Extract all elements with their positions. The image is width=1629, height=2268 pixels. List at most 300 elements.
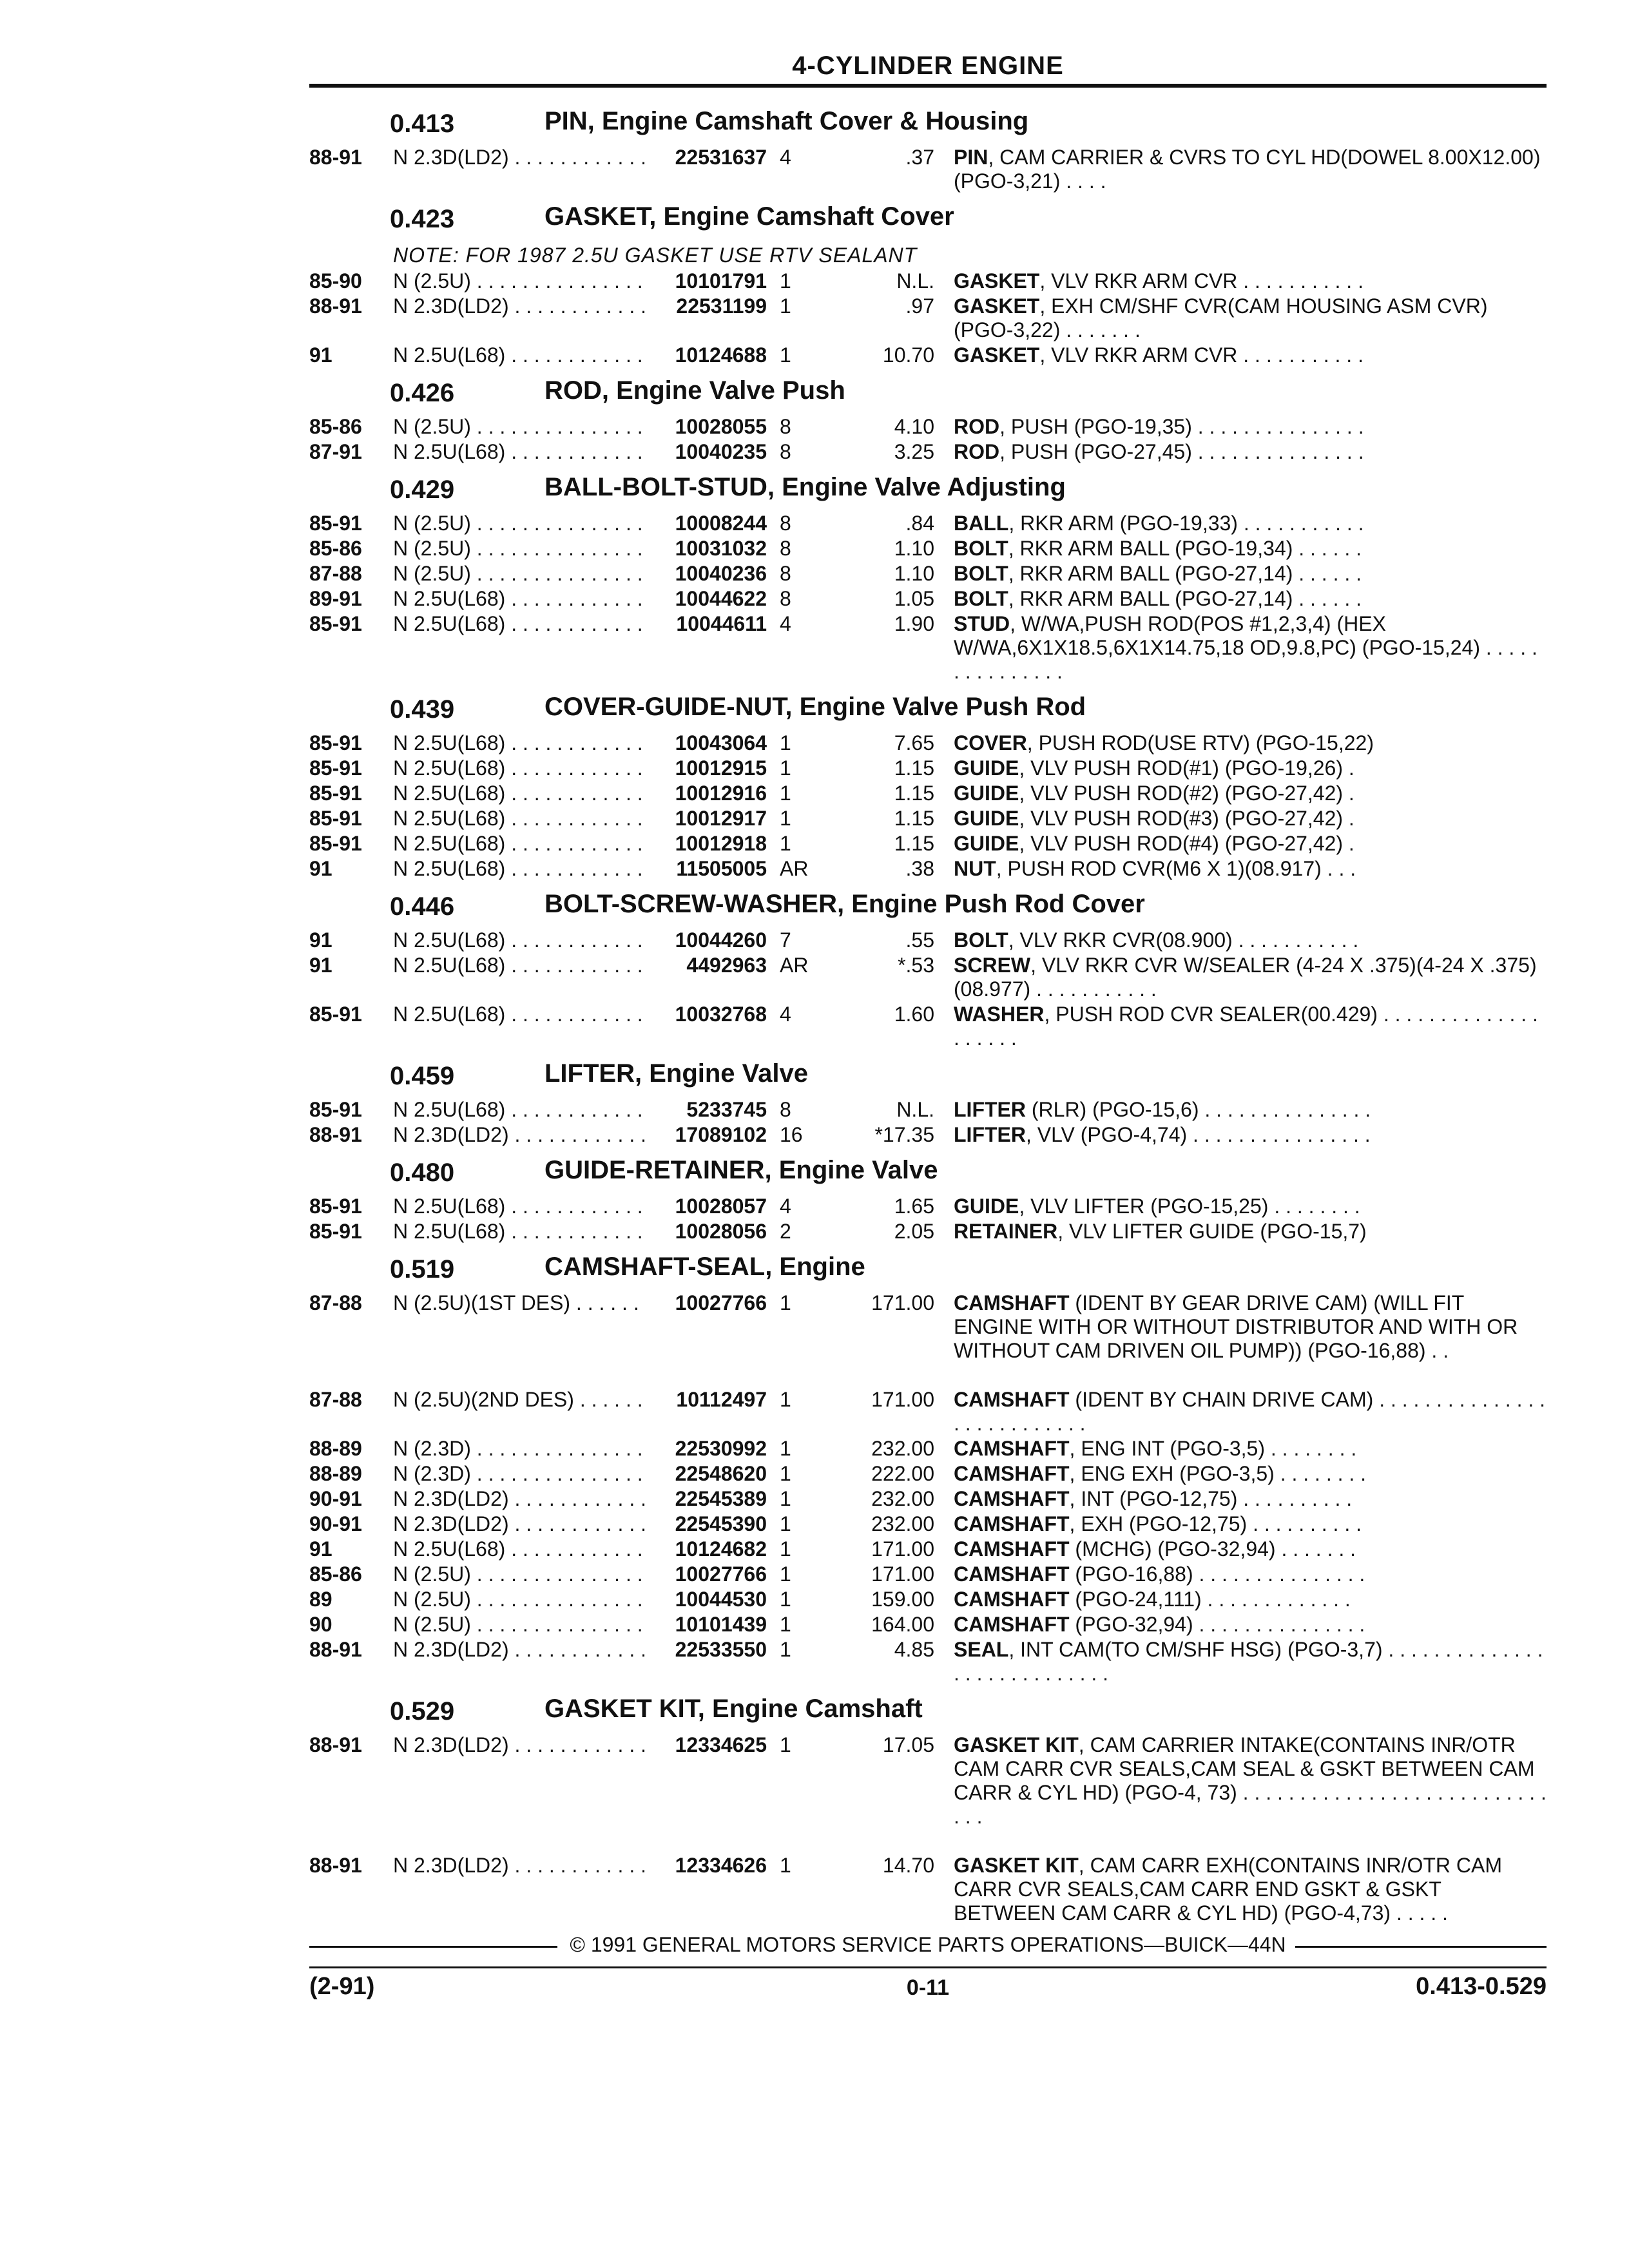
price: 14.70 — [882, 1854, 934, 1877]
model-years: 87-88 — [309, 562, 362, 585]
engine-code: N 2.5U(L68) . . . — [393, 612, 644, 636]
model-years: 88-91 — [309, 1733, 362, 1756]
quantity: 8 — [780, 440, 791, 463]
engine-code: N 2.5U(L68) . . . — [393, 1220, 644, 1244]
part-detail: , INT (PGO-12,75) . . . . . . . . . . — [1069, 1487, 1353, 1510]
part-row — [309, 854, 1559, 879]
section-header — [309, 1684, 1559, 1731]
part-name: BOLT — [954, 537, 1008, 560]
section-header — [309, 97, 1559, 143]
part-row — [309, 1289, 1559, 1385]
quantity: 1 — [780, 1588, 791, 1611]
section-title: GASKET, Engine Camshaft Cover — [545, 202, 954, 231]
part-number: 10012917 — [644, 807, 767, 831]
part-detail: , PUSH ROD CVR(M6 X 1)(08.917) . . . — [996, 857, 1356, 880]
model-years: 85-86 — [309, 537, 362, 560]
part-number: 10031032 — [644, 537, 767, 561]
engine-code: N (2.3D) . . . — [393, 1462, 644, 1486]
part-row — [309, 1510, 1559, 1535]
price: 1.15 — [894, 756, 934, 780]
part-name: NUT — [954, 857, 996, 880]
quantity: 1 — [780, 1291, 791, 1314]
part-number: 10124682 — [644, 1537, 767, 1561]
part-detail: , VLV PUSH ROD(#2) (PGO-27,42) . — [1019, 782, 1354, 805]
part-detail: , RKR ARM BALL (PGO-19,34) . . . . . . — [1008, 537, 1362, 560]
part-number: 22548620 — [644, 1462, 767, 1486]
price: 159.00 — [871, 1588, 934, 1611]
part-description — [954, 1003, 1547, 1050]
price: 1.15 — [894, 832, 934, 855]
part-name: CAMSHAFT — [954, 1537, 1070, 1561]
quantity: 1 — [780, 1733, 791, 1756]
section-note — [309, 238, 1559, 267]
part-detail: , VLV RKR ARM CVR . . . . . . . . . . . — [1039, 343, 1364, 367]
part-description — [954, 1562, 1547, 1586]
model-years: 85-86 — [309, 1562, 362, 1586]
model-years: 89 — [309, 1588, 333, 1611]
price: 1.90 — [894, 612, 934, 635]
section-note-text: NOTE: FOR 1987 2.5U GASKET USE RTV SEALANT — [393, 244, 918, 267]
part-description — [954, 440, 1547, 464]
part-number: 10124688 — [644, 343, 767, 367]
part-number: 10008244 — [644, 512, 767, 535]
model-years: 85-91 — [309, 832, 362, 855]
price: 232.00 — [871, 1437, 934, 1460]
price: 164.00 — [871, 1613, 934, 1636]
part-row — [309, 1095, 1559, 1120]
price: 222.00 — [871, 1462, 934, 1485]
quantity: 1 — [780, 1562, 791, 1586]
part-number: 10027766 — [644, 1562, 767, 1586]
part-name: CAMSHAFT — [954, 1487, 1070, 1510]
model-years: 91 — [309, 857, 333, 880]
part-detail: , VLV PUSH ROD(#1) (PGO-19,26) . — [1019, 756, 1354, 780]
engine-code: N 2.5U(L68) . . . — [393, 857, 644, 881]
model-years: 88-91 — [309, 1854, 362, 1877]
section-number: 0.446 — [390, 892, 455, 921]
part-name: ROD — [954, 440, 1000, 463]
part-number: 22531637 — [644, 146, 767, 169]
price: 17.05 — [882, 1733, 934, 1756]
part-detail: (PGO-32,94) . . . . . . . . . . . . . . . — [1069, 1613, 1365, 1636]
footer-section-range: 0.413-0.529 — [1416, 1973, 1547, 2000]
part-number: 10028057 — [644, 1195, 767, 1218]
part-number: 22533550 — [644, 1638, 767, 1662]
section-header — [309, 366, 1559, 412]
part-detail: , VLV LIFTER GUIDE (PGO-15,7) — [1057, 1220, 1367, 1243]
section-header — [309, 1242, 1559, 1289]
engine-code: N (2.5U) . . . — [393, 415, 644, 439]
quantity: 1 — [780, 1487, 791, 1510]
part-row — [309, 584, 1559, 610]
part-row — [309, 1560, 1559, 1585]
part-number: 10044530 — [644, 1588, 767, 1611]
part-description — [954, 537, 1547, 561]
model-years: 85-91 — [309, 731, 362, 754]
part-name: GASKET — [954, 269, 1040, 293]
part-detail: (PGO-16,88) . . . . . . . . . . . . . . . — [1069, 1562, 1365, 1586]
section-title: ROD, Engine Valve Push — [545, 376, 845, 405]
part-name: GASKET KIT — [954, 1854, 1079, 1877]
engine-code: N (2.5U) . . . — [393, 1562, 644, 1586]
part-description — [954, 1388, 1547, 1436]
part-description — [954, 512, 1547, 535]
section-title: COVER-GUIDE-NUT, Engine Valve Push Rod — [545, 693, 1086, 721]
page-title: 4-CYLINDER ENGINE — [792, 52, 1064, 80]
engine-code: N (2.5U) . . . — [393, 562, 644, 586]
part-name: BALL — [954, 512, 1009, 535]
engine-code: N 2.5U(L68) . . . — [393, 1537, 644, 1561]
model-years: 85-91 — [309, 807, 362, 830]
part-detail: , W/WA,PUSH ROD(POS #1,2,3,4) (HEX W/WA,6X1X18.5,6X1X14.75,18 OD,9.8,PC) (PGO-15,24) . . . . . . . . . . . . . . . — [954, 612, 1537, 683]
quantity: 4 — [780, 1195, 791, 1218]
part-description — [954, 1291, 1547, 1363]
part-description — [954, 857, 1547, 881]
engine-code: N 2.5U(L68) . . . — [393, 1195, 644, 1218]
part-detail: (PGO-24,111) . . . . . . . . . . . . . — [1069, 1588, 1351, 1611]
engine-code: N 2.5U(L68) . . . — [393, 1003, 644, 1026]
part-name: PIN — [954, 146, 988, 169]
part-name: STUD — [954, 612, 1010, 635]
part-description — [954, 587, 1547, 611]
price: 10.70 — [882, 343, 934, 367]
part-detail: , VLV LIFTER (PGO-15,25) . . . . . . . . — [1019, 1195, 1360, 1218]
quantity: 4 — [780, 612, 791, 635]
part-number: 10032768 — [644, 1003, 767, 1026]
engine-code: N 2.3D(LD2) . . . — [393, 294, 644, 318]
quantity: 1 — [780, 1613, 791, 1636]
price: 1.10 — [894, 537, 934, 560]
footer-copyright: © 1991 GENERAL MOTORS SERVICE PARTS OPERATIONS—BUICK—44N — [570, 1933, 1286, 1956]
section-header — [309, 682, 1559, 729]
parts-sections — [309, 97, 1559, 1948]
part-row — [309, 951, 1559, 1000]
part-number: 22530992 — [644, 1437, 767, 1461]
part-detail: , PUSH (PGO-19,35) . . . . . . . . . . . . . . . — [999, 415, 1364, 438]
part-detail: (MCHG) (PGO-32,94) . . . . . . . — [1069, 1537, 1356, 1561]
quantity: AR — [780, 857, 809, 880]
part-detail: , RKR ARM (PGO-19,33) . . . . . . . . . . . — [1008, 512, 1364, 535]
quantity: 1 — [780, 1437, 791, 1460]
quantity: 8 — [780, 562, 791, 585]
part-number: 10028055 — [644, 415, 767, 439]
part-detail: , EXH (PGO-12,75) . . . . . . . . . . — [1069, 1512, 1362, 1535]
engine-code: N 2.5U(L68) . . . — [393, 782, 644, 805]
part-description — [954, 928, 1547, 952]
engine-code: N (2.5U)(1ST DES) . . . — [393, 1291, 644, 1315]
part-name: CAMSHAFT — [954, 1437, 1070, 1460]
part-description — [954, 294, 1547, 342]
part-row — [309, 1192, 1559, 1217]
section-number: 0.519 — [390, 1255, 455, 1283]
part-name: LIFTER — [954, 1123, 1026, 1146]
quantity: 8 — [780, 512, 791, 535]
part-description — [954, 612, 1547, 684]
model-years: 87-91 — [309, 440, 362, 463]
engine-code: N 2.3D(LD2) . . . — [393, 1733, 644, 1757]
part-number: 10044611 — [644, 612, 767, 636]
part-description — [954, 1638, 1547, 1686]
engine-code: N 2.5U(L68) . . . — [393, 954, 644, 977]
engine-code: N 2.3D(LD2) . . . — [393, 146, 644, 169]
part-row — [309, 143, 1559, 192]
part-number: 10044260 — [644, 928, 767, 952]
footer-rule-left — [309, 1946, 557, 1948]
part-row — [309, 1485, 1559, 1510]
part-row — [309, 534, 1559, 559]
part-name: GUIDE — [954, 807, 1019, 830]
part-detail: , ENG INT (PGO-3,5) . . . . . . . . — [1069, 1437, 1357, 1460]
quantity: 4 — [780, 146, 791, 169]
engine-code: N 2.5U(L68) . . . — [393, 756, 644, 780]
part-name: CAMSHAFT — [954, 1613, 1070, 1636]
part-row — [309, 1731, 1559, 1851]
part-row — [309, 437, 1559, 463]
part-description — [954, 1588, 1547, 1611]
engine-code: N 2.5U(L68) . . . — [393, 1098, 644, 1122]
part-number: 11505005 — [644, 857, 767, 881]
model-years: 85-91 — [309, 512, 362, 535]
quantity: 2 — [780, 1220, 791, 1243]
price: 1.05 — [894, 587, 934, 610]
quantity: AR — [780, 954, 809, 977]
engine-code: N 2.3D(LD2) . . . — [393, 1123, 644, 1147]
price: .97 — [905, 294, 934, 318]
part-description — [954, 1512, 1547, 1536]
quantity: 1 — [780, 1512, 791, 1535]
engine-code: N 2.5U(L68) . . . — [393, 587, 644, 611]
price: N.L. — [896, 269, 934, 293]
price: 171.00 — [871, 1291, 934, 1314]
part-name: GASKET — [954, 343, 1040, 367]
part-name: GUIDE — [954, 832, 1019, 855]
section-header — [309, 879, 1559, 926]
part-row — [309, 1635, 1559, 1684]
part-row — [309, 1120, 1559, 1146]
part-description — [954, 1195, 1547, 1218]
part-description — [954, 731, 1547, 755]
part-description — [954, 1854, 1547, 1925]
model-years: 88-91 — [309, 294, 362, 318]
quantity: 16 — [780, 1123, 803, 1146]
section-title: GUIDE-RETAINER, Engine Valve — [545, 1156, 938, 1184]
part-number: 5233745 — [644, 1098, 767, 1122]
section-title: GASKET KIT, Engine Camshaft — [545, 1695, 923, 1723]
part-row — [309, 292, 1559, 341]
model-years: 91 — [309, 954, 333, 977]
quantity: 1 — [780, 269, 791, 293]
footer-date: (2-91) — [309, 1973, 375, 2000]
price: N.L. — [896, 1098, 934, 1121]
section-header — [309, 192, 1559, 238]
part-detail: , PUSH (PGO-27,45) . . . . . . . . . . . . . . . — [999, 440, 1364, 463]
section-title: LIFTER, Engine Valve — [545, 1059, 808, 1088]
part-description — [954, 1613, 1547, 1637]
part-number: 10012916 — [644, 782, 767, 805]
quantity: 7 — [780, 928, 791, 952]
price: 171.00 — [871, 1562, 934, 1586]
quantity: 1 — [780, 343, 791, 367]
part-row — [309, 1000, 1559, 1049]
footer-rule — [309, 1966, 1547, 1968]
part-row — [309, 412, 1559, 437]
part-name: CAMSHAFT — [954, 1462, 1070, 1485]
engine-code: N (2.5U) . . . — [393, 269, 644, 293]
part-row — [309, 341, 1559, 366]
price: *17.35 — [874, 1123, 934, 1146]
part-description — [954, 1733, 1547, 1829]
engine-code: N 2.5U(L68) . . . — [393, 343, 644, 367]
section-title: BALL-BOLT-STUD, Engine Valve Adjusting — [545, 473, 1066, 501]
part-detail: , VLV PUSH ROD(#4) (PGO-27,42) . — [1019, 832, 1354, 855]
engine-code: N 2.3D(LD2) . . . — [393, 1512, 644, 1536]
section-number: 0.529 — [390, 1697, 455, 1725]
model-years: 88-89 — [309, 1437, 362, 1460]
model-years: 85-91 — [309, 1220, 362, 1243]
section-title: BOLT-SCREW-WASHER, Engine Push Rod Cover — [545, 890, 1145, 918]
part-name: GASKET KIT — [954, 1733, 1079, 1756]
quantity: 1 — [780, 1388, 791, 1411]
price: .38 — [905, 857, 934, 880]
engine-code: N (2.5U) . . . — [393, 512, 644, 535]
part-description — [954, 1537, 1547, 1561]
quantity: 8 — [780, 537, 791, 560]
section-number: 0.480 — [390, 1158, 455, 1187]
part-name: SCREW — [954, 954, 1031, 977]
price: 1.60 — [894, 1003, 934, 1026]
part-name: CAMSHAFT — [954, 1562, 1070, 1586]
part-description — [954, 1123, 1547, 1147]
model-years: 90-91 — [309, 1487, 362, 1510]
engine-code: N 2.3D(LD2) . . . — [393, 1854, 644, 1878]
section-title: PIN, Engine Camshaft Cover & Housing — [545, 107, 1029, 135]
section-number: 0.426 — [390, 379, 455, 407]
part-detail: , PUSH ROD(USE RTV) (PGO-15,22) — [1027, 731, 1374, 754]
part-number: 10012918 — [644, 832, 767, 856]
part-detail: , VLV RKR CVR(08.900) . . . . . . . . . . . — [1008, 928, 1359, 952]
part-row — [309, 1217, 1559, 1242]
quantity: 1 — [780, 1638, 791, 1661]
part-number: 10027766 — [644, 1291, 767, 1315]
part-row — [309, 267, 1559, 292]
part-row — [309, 610, 1559, 682]
part-row — [309, 1585, 1559, 1610]
part-number: 10043064 — [644, 731, 767, 755]
part-number: 10040235 — [644, 440, 767, 464]
engine-code: N 2.3D(LD2) . . . — [393, 1638, 644, 1662]
part-row — [309, 1385, 1559, 1434]
quantity: 4 — [780, 1003, 791, 1026]
part-number: 22531199 — [644, 294, 767, 318]
price: .84 — [905, 512, 934, 535]
section-header — [309, 1146, 1559, 1192]
part-name: COVER — [954, 731, 1027, 754]
engine-code: N 2.5U(L68) . . . — [393, 928, 644, 952]
part-row — [309, 729, 1559, 754]
model-years: 90-91 — [309, 1512, 362, 1535]
section-title: CAMSHAFT-SEAL, Engine — [545, 1253, 865, 1281]
part-detail: (RLR) (PGO-15,6) . . . . . . . . . . . . . . . — [1025, 1098, 1371, 1121]
model-years: 85-91 — [309, 612, 362, 635]
price: 2.05 — [894, 1220, 934, 1243]
engine-code: N (2.5U)(2ND DES) . . . — [393, 1388, 644, 1412]
part-row — [309, 1459, 1559, 1485]
price: 171.00 — [871, 1388, 934, 1411]
part-detail: , VLV RKR ARM CVR . . . . . . . . . . . — [1039, 269, 1364, 293]
part-detail: , VLV RKR CVR W/SEALER (4-24 X .375)(4-24 X .375)(08.977) . . . . . . . . . . . — [954, 954, 1537, 1001]
section-header — [309, 1049, 1559, 1095]
price: 232.00 — [871, 1512, 934, 1535]
part-detail: , INT CAM(TO CM/SHF HSG) (PGO-3,7) . . . . . . . . . . . . . . . . . . . . . . . . . . . . — [954, 1638, 1543, 1685]
part-row — [309, 1535, 1559, 1560]
section-number: 0.459 — [390, 1062, 455, 1090]
part-number: 10012915 — [644, 756, 767, 780]
part-number: 10028056 — [644, 1220, 767, 1244]
model-years: 85-86 — [309, 415, 362, 438]
part-description — [954, 1220, 1547, 1244]
model-years: 88-91 — [309, 146, 362, 169]
part-number: 12334625 — [644, 1733, 767, 1757]
part-name: BOLT — [954, 928, 1008, 952]
part-detail: , CAM CARRIER & CVRS TO CYL HD(DOWEL 8.00X12.00) (PGO-3,21) . . . . — [954, 146, 1541, 193]
part-number: 10112497 — [644, 1388, 767, 1412]
section-header — [309, 463, 1559, 509]
page-number: 0-11 — [906, 1975, 950, 2000]
quantity: 1 — [780, 731, 791, 754]
part-name: GUIDE — [954, 782, 1019, 805]
part-name: BOLT — [954, 562, 1008, 585]
part-detail: , EXH CM/SHF CVR(CAM HOUSING ASM CVR) (PGO-3,22) . . . . . . . — [954, 294, 1488, 341]
part-name: RETAINER — [954, 1220, 1058, 1243]
part-description — [954, 954, 1547, 1001]
part-number: 22545389 — [644, 1487, 767, 1511]
part-description — [954, 343, 1547, 367]
price: 171.00 — [871, 1537, 934, 1561]
section-number: 0.423 — [390, 205, 455, 233]
header-rule — [309, 84, 1547, 88]
part-description — [954, 1437, 1547, 1461]
part-number: 4492963 — [644, 954, 767, 977]
section-number: 0.429 — [390, 476, 455, 504]
part-name: GUIDE — [954, 756, 1019, 780]
part-row — [309, 804, 1559, 829]
quantity: 8 — [780, 1098, 791, 1121]
model-years: 91 — [309, 343, 333, 367]
engine-code: N (2.5U) . . . — [393, 537, 644, 561]
quantity: 1 — [780, 807, 791, 830]
model-years: 89-91 — [309, 587, 362, 610]
model-years: 85-91 — [309, 1003, 362, 1026]
model-years: 90 — [309, 1613, 333, 1636]
part-number: 10101439 — [644, 1613, 767, 1637]
part-description — [954, 146, 1547, 193]
price: 4.85 — [894, 1638, 934, 1661]
footer-rule-right — [1295, 1946, 1547, 1948]
part-number: 10044622 — [644, 587, 767, 611]
part-name: CAMSHAFT — [954, 1291, 1070, 1314]
part-row — [309, 754, 1559, 779]
part-name: SEAL — [954, 1638, 1009, 1661]
quantity: 8 — [780, 587, 791, 610]
price: 1.10 — [894, 562, 934, 585]
part-detail: , RKR ARM BALL (PGO-27,14) . . . . . . — [1008, 562, 1362, 585]
model-years: 85-90 — [309, 269, 362, 293]
model-years: 85-91 — [309, 782, 362, 805]
price: *.53 — [898, 954, 934, 977]
price: 7.65 — [894, 731, 934, 754]
part-number: 17089102 — [644, 1123, 767, 1147]
quantity: 8 — [780, 415, 791, 438]
